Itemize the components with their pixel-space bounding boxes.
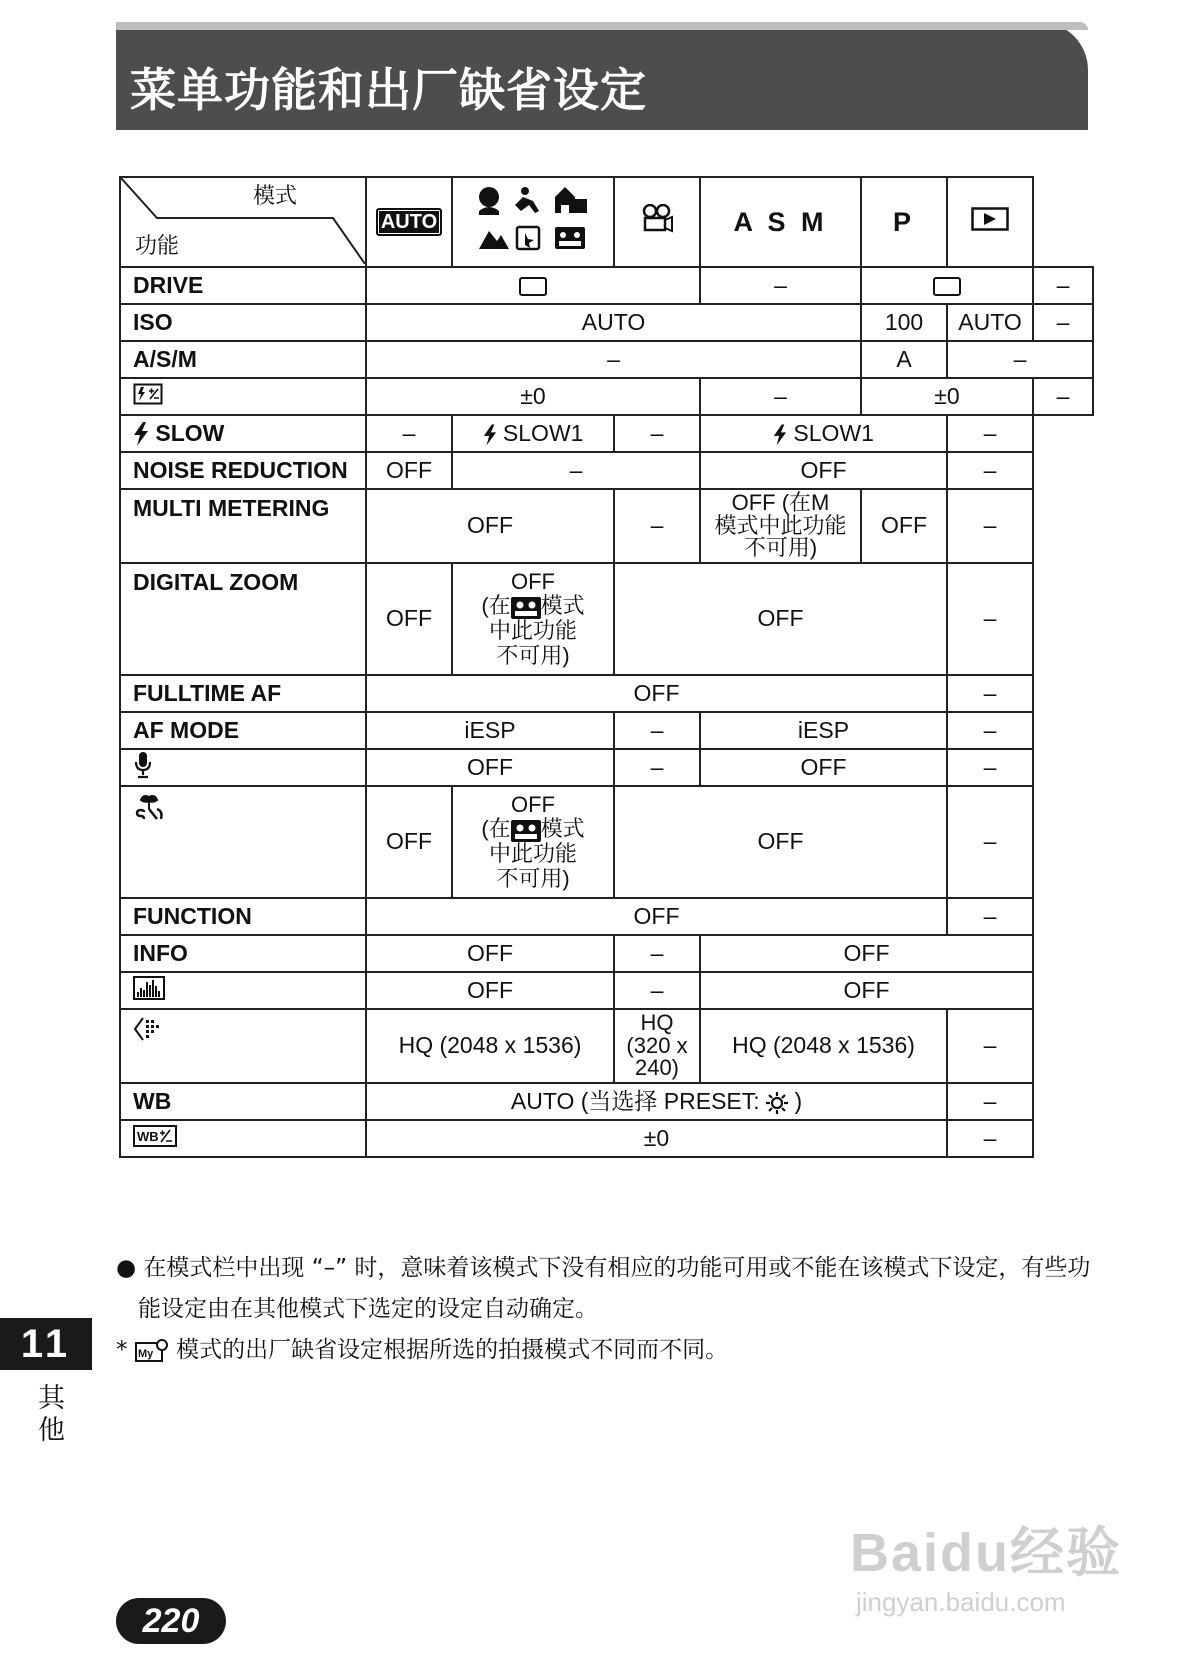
label-quality xyxy=(120,1009,366,1083)
col-scene xyxy=(452,177,614,267)
multi-metering-asm-line1: OFF (在M xyxy=(731,490,830,516)
settings-table xyxy=(119,176,1094,1158)
label-voice xyxy=(120,749,366,786)
label-drive: DRIVE xyxy=(120,267,366,304)
info-auto-scene: OFF xyxy=(366,935,614,972)
supermacro-scene-line3: 中此功能 xyxy=(488,841,577,866)
row-af-mode xyxy=(120,712,1093,749)
histogram-asm-play: OFF xyxy=(700,972,1033,1009)
slow-label-text: SLOW xyxy=(155,419,225,446)
image-quality-icon xyxy=(133,1016,163,1042)
row-wb-comp xyxy=(120,1120,1093,1157)
flash-icon xyxy=(133,422,149,446)
supermacro-movie-p: OFF xyxy=(614,786,947,898)
label-supermacro xyxy=(120,786,366,898)
digital-zoom-auto: OFF xyxy=(366,563,452,675)
quality-movie-line1: HQ xyxy=(640,1010,674,1036)
label-digital-zoom: DIGITAL ZOOM xyxy=(120,563,366,675)
multi-metering-asm-line3: 不可用) xyxy=(743,535,818,561)
col-p xyxy=(861,177,947,267)
slow-asm-p-value: SLOW1 xyxy=(793,419,874,446)
sun-icon xyxy=(766,1092,788,1114)
label-noise-reduction: NOISE REDUCTION xyxy=(120,452,366,489)
quality-movie-line3: 240) xyxy=(634,1055,680,1081)
digital-zoom-scene-line2a: (在 xyxy=(481,593,511,619)
histogram-icon xyxy=(133,976,165,1000)
single-frame-icon xyxy=(933,277,961,296)
multi-metering-play: – xyxy=(947,489,1033,563)
slow-movie: – xyxy=(614,415,700,452)
col-playback xyxy=(947,177,1033,267)
row-supermacro xyxy=(120,786,1093,898)
fulltime-af-auto-p: OFF xyxy=(366,675,947,712)
digital-zoom-play: – xyxy=(947,563,1033,675)
supermacro-scene xyxy=(452,786,614,898)
flash-compensation-icon xyxy=(133,383,163,405)
af-mode-auto-scene: iESP xyxy=(366,712,614,749)
wb-comp-play: – xyxy=(947,1120,1033,1157)
wb-value-a: AUTO (当选择 PRESET: xyxy=(510,1087,760,1114)
flash-comp-play: – xyxy=(1033,378,1093,415)
digital-zoom-scene-line2b: 模式 xyxy=(540,593,585,619)
slow-auto: – xyxy=(366,415,452,452)
drive-play: – xyxy=(1033,267,1093,304)
svg-text:My: My xyxy=(137,1347,154,1360)
row-quality xyxy=(120,1009,1093,1083)
noise-reduction-scene-movie: – xyxy=(452,452,700,489)
row-info xyxy=(120,935,1093,972)
quality-movie-line2: (320 x xyxy=(626,1032,688,1058)
microphone-icon xyxy=(133,751,153,779)
wb-comp-auto-p: ±0 xyxy=(366,1120,947,1157)
digital-zoom-scene xyxy=(452,563,614,675)
row-iso xyxy=(120,304,1093,341)
function-auto-p: OFF xyxy=(366,898,947,935)
row-slow xyxy=(120,415,1093,452)
page-title: 菜单功能和出厂缺省设定 xyxy=(130,63,647,117)
label-af-mode: AF MODE xyxy=(120,712,366,749)
p-mode-label: P xyxy=(892,206,915,237)
svg-text:WB: WB xyxy=(137,1128,159,1144)
voice-asm-p: OFF xyxy=(700,749,947,786)
row-fulltime-af xyxy=(120,675,1093,712)
chapter-label: 其他 xyxy=(38,1383,65,1446)
supermacro-scene-line2 xyxy=(453,817,613,842)
multi-metering-movie: – xyxy=(614,489,700,563)
row-wb xyxy=(120,1083,1093,1120)
histogram-auto-scene: OFF xyxy=(366,972,614,1009)
voice-play: – xyxy=(947,749,1033,786)
movie-mode-icon xyxy=(640,204,674,234)
multi-metering-p: OFF xyxy=(861,489,947,563)
flash-icon xyxy=(773,424,787,446)
drive-asm-p xyxy=(861,267,1033,304)
asterisk: * xyxy=(116,1337,128,1363)
my-mode-icon xyxy=(135,1338,169,1364)
iso-p: AUTO xyxy=(947,304,1033,341)
row-histogram xyxy=(120,972,1093,1009)
wb-compensation-icon xyxy=(133,1125,177,1147)
note-2-text: 模式的出厂缺省设定根据所选的拍摄模式不同而不同。 xyxy=(176,1337,729,1363)
scene-modes-icon xyxy=(475,183,591,255)
label-slow xyxy=(120,415,366,452)
multi-metering-auto-scene: OFF xyxy=(366,489,614,563)
info-asm-play: OFF xyxy=(700,935,1033,972)
page-number: 220 xyxy=(116,1598,226,1644)
row-asm xyxy=(120,341,1093,378)
super-macro-icon xyxy=(133,793,165,821)
row-noise-reduction xyxy=(120,452,1093,489)
quality-play: – xyxy=(947,1009,1033,1083)
watermark-brand: Baidu经验 xyxy=(850,1523,1123,1583)
col-movie xyxy=(614,177,700,267)
chapter-tab: 11 xyxy=(0,1318,92,1370)
histogram-movie: – xyxy=(614,972,700,1009)
quality-movie xyxy=(614,1009,700,1083)
corner-mode-label: 模式 xyxy=(253,183,298,208)
corner-cell xyxy=(120,177,366,267)
header-band-top xyxy=(116,22,1088,30)
note-2 xyxy=(116,1330,1096,1371)
quality-auto-scene: HQ (2048 x 1536) xyxy=(366,1009,614,1083)
row-multi-metering xyxy=(120,489,1093,563)
multi-metering-asm xyxy=(700,489,861,563)
flash-comp-auto-scene: ±0 xyxy=(366,378,700,415)
supermacro-scene-line2b: 模式 xyxy=(540,816,585,842)
slow-asm-p xyxy=(700,415,947,452)
portrait-group-icon xyxy=(511,820,541,842)
wb-play: – xyxy=(947,1083,1033,1120)
iso-play: – xyxy=(1033,304,1093,341)
watermark xyxy=(850,1510,1122,1618)
asm-auto-movie: – xyxy=(366,341,861,378)
digital-zoom-scene-line1: OFF xyxy=(511,568,555,594)
label-function: FUNCTION xyxy=(120,898,366,935)
row-function xyxy=(120,898,1093,935)
label-wb: WB xyxy=(120,1083,366,1120)
label-info: INFO xyxy=(120,935,366,972)
digital-zoom-movie-p: OFF xyxy=(614,563,947,675)
drive-movie: – xyxy=(700,267,861,304)
supermacro-scene-line1: OFF xyxy=(511,791,555,817)
digital-zoom-scene-line3: 中此功能 xyxy=(488,618,577,643)
row-drive xyxy=(120,267,1093,304)
flash-comp-movie: – xyxy=(700,378,861,415)
supermacro-auto: OFF xyxy=(366,786,452,898)
col-asm xyxy=(700,177,861,267)
supermacro-scene-line2a: (在 xyxy=(481,816,511,842)
supermacro-scene-line4: 不可用) xyxy=(496,865,570,891)
label-wb-comp xyxy=(120,1120,366,1157)
iso-asm: 100 xyxy=(861,304,947,341)
multi-metering-asm-line2: 模式中此功能 xyxy=(714,512,847,538)
fulltime-af-play: – xyxy=(947,675,1033,712)
label-flash-comp xyxy=(120,378,366,415)
flash-icon xyxy=(483,424,497,446)
single-frame-icon xyxy=(519,277,547,296)
row-flash-comp xyxy=(120,378,1093,415)
playback-icon xyxy=(971,207,1009,231)
voice-auto-scene: OFF xyxy=(366,749,614,786)
notes xyxy=(116,1248,1096,1371)
page-header xyxy=(116,22,1088,130)
noise-reduction-asm-p: OFF xyxy=(700,452,947,489)
table-header-row xyxy=(120,177,1093,267)
label-fulltime-af: FULLTIME AF xyxy=(120,675,366,712)
iso-auto-movie: AUTO xyxy=(366,304,861,341)
note-1 xyxy=(116,1248,1096,1330)
col-auto xyxy=(366,177,452,267)
bullet: ● xyxy=(116,1255,137,1281)
voice-movie: – xyxy=(614,749,700,786)
drive-auto-scene xyxy=(366,267,700,304)
slow-scene-value: SLOW1 xyxy=(502,419,584,446)
row-digital-zoom xyxy=(120,563,1093,675)
af-mode-movie: – xyxy=(614,712,700,749)
slow-scene xyxy=(452,415,614,452)
label-asm: A/S/M xyxy=(120,341,366,378)
watermark-url: jingyan.baidu.com xyxy=(856,1587,1066,1617)
asm-p-play: – xyxy=(947,341,1093,378)
corner-function-label: 功能 xyxy=(135,233,180,258)
label-iso: ISO xyxy=(120,304,366,341)
flash-comp-asm-p: ±0 xyxy=(861,378,1033,415)
digital-zoom-scene-line2 xyxy=(453,594,613,619)
supermacro-play: – xyxy=(947,786,1033,898)
asm-asm: A xyxy=(861,341,947,378)
label-multi-metering: MULTI METERING xyxy=(120,489,366,563)
function-play: – xyxy=(947,898,1033,935)
auto-mode-icon: AUTO xyxy=(376,208,442,236)
note-1-text: 在模式栏中出现 “–” 时，意味着该模式下没有相应的功能可用或不能在该模式下设定，有些功能设定由在其他模式下选定的设定自动确定。 xyxy=(138,1255,1091,1322)
noise-reduction-play: – xyxy=(947,452,1033,489)
af-mode-asm-p: iESP xyxy=(700,712,947,749)
portrait-group-icon xyxy=(511,597,541,619)
slow-play: – xyxy=(947,415,1033,452)
label-histogram xyxy=(120,972,366,1009)
digital-zoom-scene-line4: 不可用) xyxy=(496,642,570,668)
wb-auto-p xyxy=(366,1083,947,1120)
info-movie: – xyxy=(614,935,700,972)
noise-reduction-auto: OFF xyxy=(366,452,452,489)
af-mode-play: – xyxy=(947,712,1033,749)
quality-asm-p: HQ (2048 x 1536) xyxy=(700,1009,947,1083)
wb-value-b: ) xyxy=(794,1087,803,1114)
asm-mode-label: A S M xyxy=(733,206,828,237)
row-voice xyxy=(120,749,1093,786)
